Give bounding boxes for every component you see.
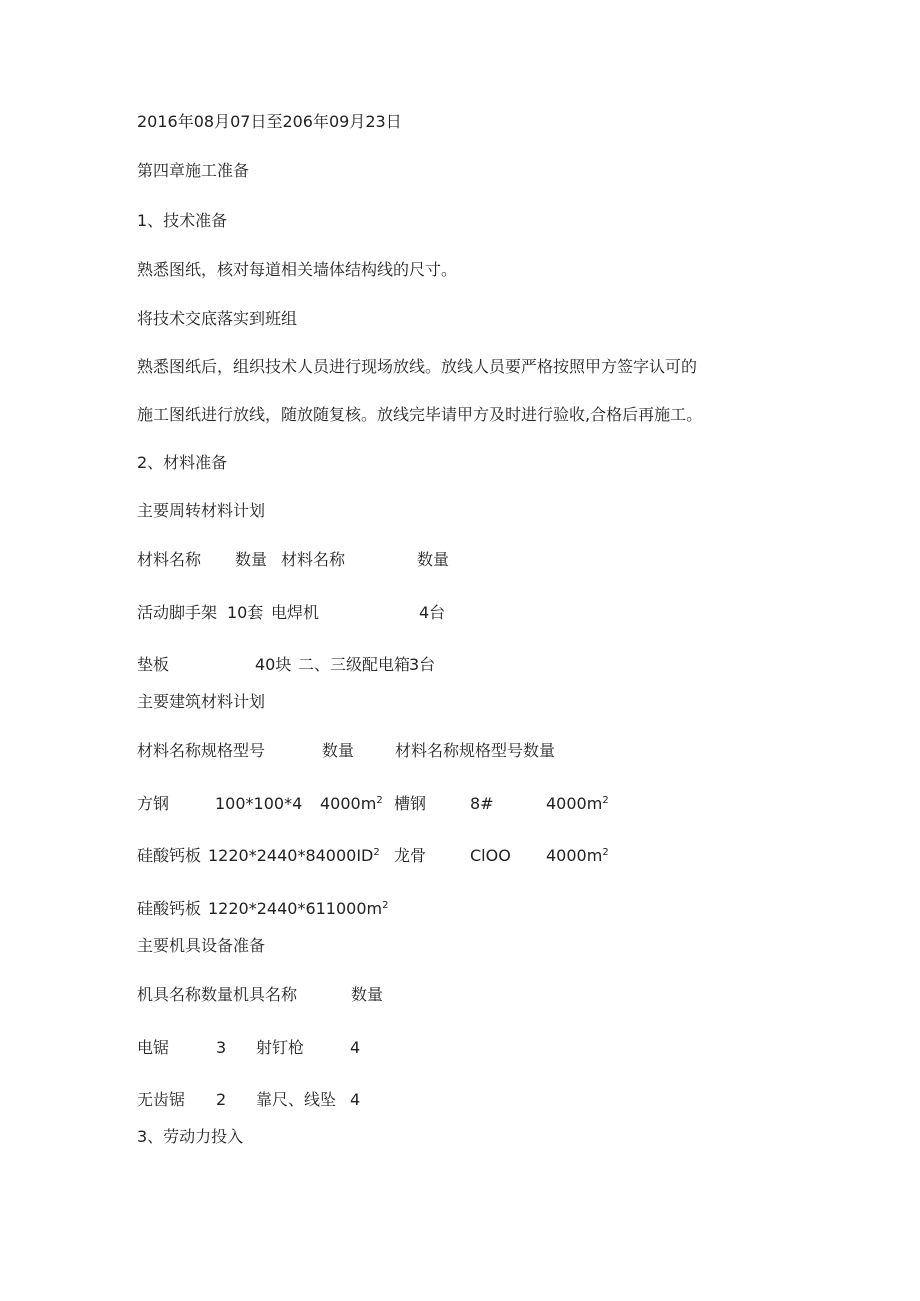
section-heading-labor: 3、劳动力投入 [137,1127,244,1146]
table-cell: $4000m^2$ [320,794,383,813]
header-cell: 材料名称规格型号数量 [395,741,556,760]
table-cell: 电锯 [137,1038,170,1057]
header-cell: 数量 [417,550,450,569]
table-cell: 4 [350,1038,361,1057]
table-cell: 龙骨 [394,846,427,865]
chapter-title: 第四章施工准备 [137,161,250,180]
table-cell: $4000m^2$ [546,846,609,865]
header-cell: 材料名称 [137,550,202,569]
table-cell: 100*100*4 [215,794,303,813]
table-cell: 方钢 [137,794,170,813]
paragraph: 施工图纸进行放线，随放随复核。放线完毕请甲方及时进行验收,合格后再施工。 [137,405,703,424]
header-cell: 数量 [235,550,268,569]
table-cell: 2 [216,1090,227,1109]
header-cell: 材料名称 [281,550,346,569]
table-cell: 4台 [419,603,446,622]
section-heading-materials: 2、材料准备 [137,453,228,472]
subsection-title: 主要周转材料计划 [137,501,266,520]
header-cell: 机具名称数量机具名称 [137,985,298,1004]
table-cell: 40块 [255,655,292,674]
subsection-title: 主要机具设备准备 [137,936,266,955]
table-cell: 二、三级配电箱 [298,655,411,674]
table-cell: $1220*2440*611000m^2$ [208,899,389,918]
table-cell: 硅酸钙板 [137,846,202,865]
date-range: 2016年08月07日至206年09月23日 [137,112,402,131]
paragraph: 熟悉图纸，核对每道相关墙体结构线的尺寸。 [137,260,458,279]
table-cell: 射钉枪 [256,1038,305,1057]
table-cell: 4 [350,1090,361,1109]
paragraph: 将技术交底落实到班组 [137,309,298,328]
table-cell: 8# [470,794,494,813]
header-cell: 数量 [322,741,355,760]
header-cell: 材料名称规格型号 [137,741,266,760]
table-cell: 槽钢 [394,794,427,813]
table-cell: 10套 [227,603,264,622]
table-cell: 电焊机 [271,603,320,622]
table-cell: 垫板 [137,655,170,674]
table-cell: 活动脚手架 [137,603,218,622]
table-cell: 靠尺、线坠 [256,1090,337,1109]
table-cell: $4000m^2$ [546,794,609,813]
subsection-title: 主要建筑材料计划 [137,692,266,711]
section-heading-technical: 1、技术准备 [137,211,228,230]
table-cell: 无齿锯 [137,1090,186,1109]
header-cell: 数量 [351,985,384,1004]
table-cell: 硅酸钙板 [137,899,202,918]
table-cell: ClOO [470,846,511,865]
paragraph: 熟悉图纸后，组织技术人员进行现场放线。放线人员要严格按照甲方签字认可的 [137,357,698,376]
table-cell: $1220*2440*84000ID^2$ [208,846,380,865]
table-cell: 3 [216,1038,227,1057]
table-cell: 3台 [409,655,436,674]
